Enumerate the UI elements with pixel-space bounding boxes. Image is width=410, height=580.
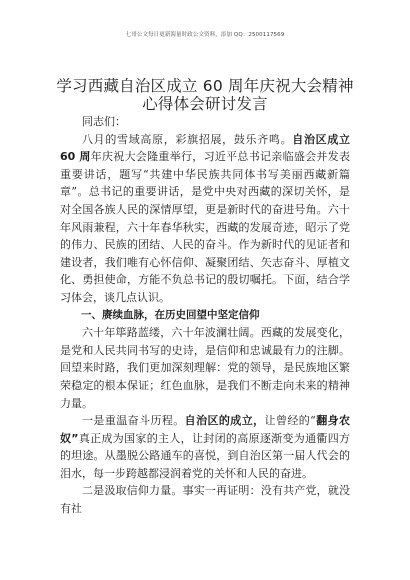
paragraph-struggle-part-a: 一是重温奋斗历程。: [82, 414, 185, 428]
paragraph-intro-part-a: 八月的雪域高原，彩旗招展，鼓乐齐鸣。: [82, 132, 293, 146]
paragraph-intro: [60, 131, 350, 307]
section-heading-1: 一、赓续血脉，在历史回望中坚定信仰: [81, 308, 260, 321]
document-body: [60, 113, 350, 518]
document-title: 学习西藏自治区成立 60 周年庆祝大会精神心得体会研讨发言: [56, 77, 354, 113]
paragraph-intro-part-c: 年庆祝大会隆重举行，习近平总书记亲临盛会并发表重要讲话，题写“共建中华民族共同体书写美丽西藏新篇章”。总书记的重要讲话，是党中央对西藏的深切关怀，是对全国各族人民的深情厚望，更是新时代的奋进号角。六十年风雨兼程，六十年春华秋实，西藏的发展奇迹，昭示了党的伟力、民族的团结、人民的奋斗。作为新时代的见证者和建设者，我们唯有心怀信仰、凝聚团结、矢志奋斗、厚植文化、勇担使命，方能不负总书记的殷切嘱托。下面，结合学习体会，谈几点认识。: [60, 150, 351, 304]
paragraph-struggle: [60, 412, 350, 482]
paragraph-history: 六十年筚路蓝缕，六十年波澜壮阔。西藏的发展变化，是党和人民共同书写的史诗，是信仰和忠诚最有力的注脚。回望来时路，我们更加深刻理解：党的领导，是民族地区繁荣稳定的根本保证；红色血脉，是我们不断走向未来的精神力量。: [60, 326, 350, 410]
paragraph-struggle-part-c: 让曾经的“: [264, 414, 316, 428]
header-watermark: 七哥公文每日更新海量时政公文资料，添加 QQ：2500117569: [125, 32, 285, 38]
paragraph-struggle-highlight-1: 自治区的成立，: [184, 414, 265, 428]
paragraph-struggle-part-e: 真正成为国家的主人，让封闭的高原逐渐变为通衢四方的坦途。从墨脱公路通车的喜悦，到自治区第一届人代会的泪水，每一步跨越都浸润着党的关怀和人民的奋进。: [60, 431, 351, 480]
paragraph-intro-highlight: 自治区成立 60 周: [60, 132, 351, 164]
paragraph-struggle-highlight-2: 翻身农奴”: [60, 414, 351, 445]
paragraph-faith: 二是汲取信仰力量。事实一再证明：没有共产党，就没有社: [60, 484, 350, 516]
greeting: 同志们：: [82, 115, 126, 128]
